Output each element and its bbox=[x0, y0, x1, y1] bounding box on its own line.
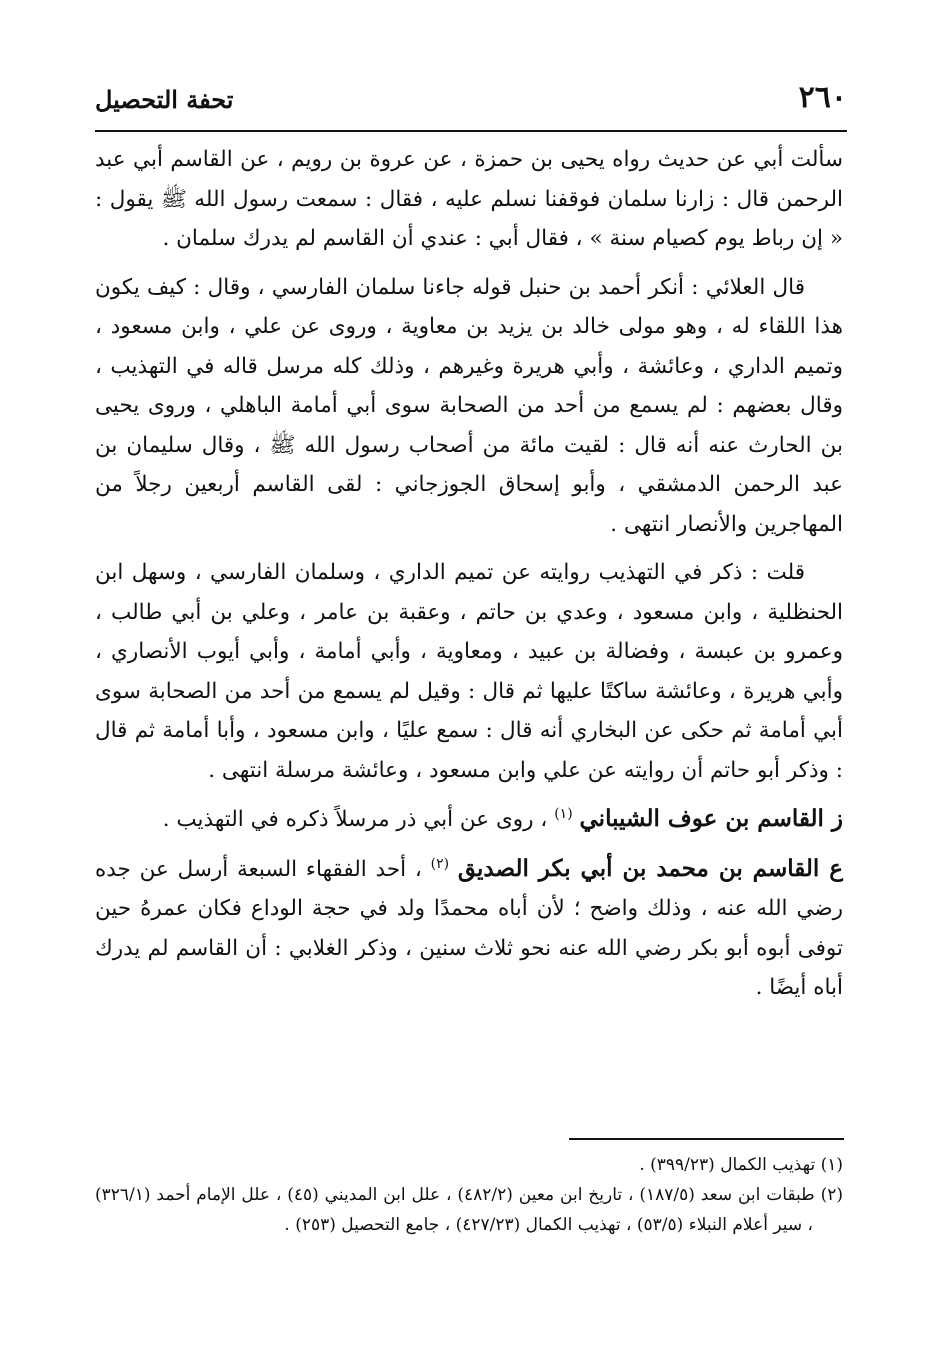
footnote-ref-1: (١) bbox=[554, 805, 573, 822]
page-number: ٢٦٠ bbox=[798, 80, 847, 115]
running-title: تحفة التحصيل bbox=[95, 85, 234, 114]
paragraph-3: قلت : ذكر في التهذيب روايته عن تميم الداري ، وسلمان الفارسي ، وسهل ابن الحنظلية ، وابن مسعود ، وعدي بن حاتم ، وعقبة بن عامر ، وعلي بن أبي طالب ، وعمرو بن عبسة ، وفضالة بن عبيد ، ومعاوية ، وأبي أمامة ، وأبي أيوب الأنصاري ، وأبي هريرة ، وعائشة ساكتًا عليها ثم قال : وقيل لم يسمع من أحد من الصحابة سوى أبي أمامة ثم حكى عن البخاري أنه قال : سمع عليًا ، وابن مسعود ، وأبا أمامة ثم قال : وذكر أبو حاتم أن روايته عن علي وابن مسعود ، وعائشة مرسلة انتهى . bbox=[95, 560, 843, 783]
entry-text: ، أحد الفقهاء السبعة أرسل عن جده رضي الله عنه ، وذلك واضح ؛ لأن أباه محمدًا ولد في حجة الوداع فكان عمرهُ حين توفى أبوه أبو بكر رضي الله عنه نحو ثلاث سنين ، وذكر الغلابي : أن القاسم لم يدرك أباه أيضًا . bbox=[95, 856, 843, 1000]
footnote-1: (١) تهذيب الكمال (٣٩٩/٢٣) . bbox=[639, 1155, 843, 1175]
main-text bbox=[95, 140, 843, 1017]
paragraph-1: سألت أبي عن حديث رواه يحيى بن حمزة ، عن عروة بن رويم ، عن القاسم أبي عبد الرحمن قال : زارنا سلمان فوقفنا نسلم عليه ، فقال : سمعت رسول الله ﷺ يقول : « إن رباط يوم كصيام سنة » ، فقال أبي : عندي أن القاسم لم يدرك سلمان . bbox=[95, 147, 843, 251]
paragraph-2: قال العلائي : أنكر أحمد بن حنبل قوله جاءنا سلمان الفارسي ، وقال : كيف يكون هذا اللقاء له ، وهو مولى خالد بن يزيد بن معاوية ، وروى عن علي ، وابن مسعود ، وتميم الداري ، وعائشة ، وأبي هريرة وغيرهم ، وذلك كله مرسل قاله في التهذيب ، وقال بعضهم : لم يسمع من أحد من الصحابة سوى أبي أمامة الباهلي ، وروى يحيى بن الحارث عنه أنه قال : لقيت مائة من أصحاب رسول الله ﷺ ، وقال سليمان بن عبد الرحمن الدمشقي ، وأبو إسحاق الجوزجاني : لقى القاسم أربعين رجلاً من المهاجرين والأنصار انتهى . bbox=[95, 274, 843, 537]
entry-name: ع القاسم بن محمد بن أبي بكر الصديق bbox=[457, 854, 843, 882]
footnote-rule bbox=[569, 1138, 844, 1140]
footnote-2: (٢) طبقات ابن سعد (١٨٧/٥) ، تاريخ ابن معين (٤٨٢/٢) ، علل ابن المديني (٤٥) ، علل الإمام أحمد (٣٢٦/١) ، سير أعلام النبلاء (٥٣/٥) ، تهذيب الكمال (٤٢٧/٢٣) ، جامع التحصيل (٢٥٣) . bbox=[95, 1185, 843, 1235]
entry-al-qasim-ibn-awf bbox=[95, 799, 843, 840]
entry-al-qasim-ibn-muhammad bbox=[95, 849, 843, 1008]
footnotes bbox=[95, 1150, 843, 1240]
entry-name: ز القاسم بن عوف الشيباني bbox=[579, 805, 843, 832]
page-header bbox=[95, 78, 847, 122]
entry-text: ، روى عن أبي ذر مرسلاً ذكره في التهذيب . bbox=[162, 807, 548, 832]
header-rule bbox=[95, 130, 847, 132]
footnote-ref-2: (٢) bbox=[430, 855, 450, 872]
